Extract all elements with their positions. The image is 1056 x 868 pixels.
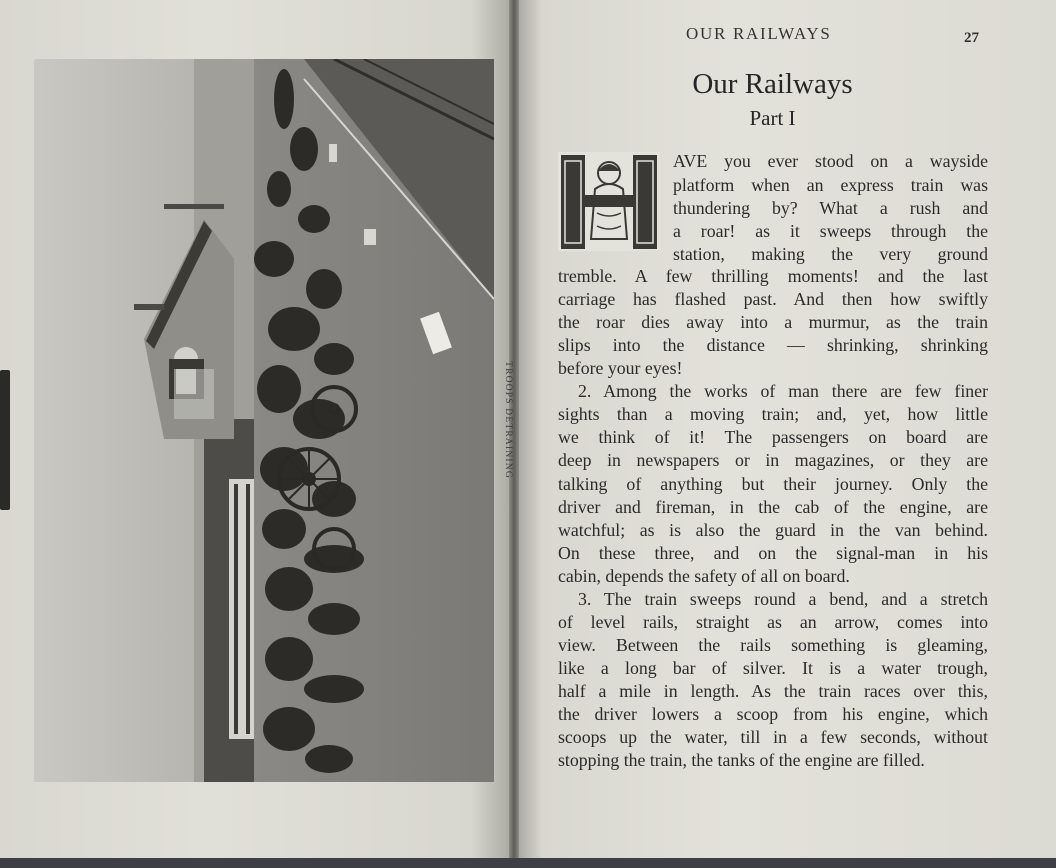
- text-line: of level rails, straight as an arrow, comes into: [558, 612, 988, 632]
- text-line: like a long bar of silver. It is a water trough,: [558, 658, 988, 678]
- text-line: stopping the train, the tanks of the engine are filled.: [558, 750, 925, 770]
- troops-photograph: [34, 59, 494, 782]
- text-line: the driver lowers a scoop from his engine, which: [558, 704, 988, 724]
- text-line: we think of it! The passengers on board are: [558, 427, 988, 447]
- part-label: Part I: [749, 106, 796, 130]
- text-line: 2. Among the works of man there are few finer: [578, 381, 988, 401]
- text-line: slips into the distance — shrinking, shrinking: [558, 335, 988, 355]
- drop-cap-illustration: [557, 151, 661, 252]
- chapter-title: Our Railways: [692, 68, 853, 100]
- text-line: cabin, depends the safety of all on board.: [558, 566, 850, 586]
- text-line: view. Between the rails something is gleaming,: [558, 635, 988, 655]
- text-line: driver and fireman, in the cab of the engine, are: [558, 497, 988, 517]
- text-line: thundering by? What a rush and: [673, 198, 988, 218]
- photo-caption: TROOPS DETRAINING: [503, 361, 513, 479]
- text-line: sights than a moving train; and, yet, how little: [558, 404, 988, 424]
- text-line: the roar dies away into a murmur, as the train: [558, 312, 988, 332]
- text-line: watchful; as is also the guard in the van behind.: [558, 520, 988, 540]
- text-line: AVE you ever stood on a wayside: [673, 151, 988, 171]
- text-line: tremble. A few thrilling moments! and the last: [558, 266, 988, 286]
- running-head: OUR RAILWAYS: [686, 24, 832, 43]
- text-line: station, making the very ground: [673, 244, 988, 264]
- text-line: before your eyes!: [558, 358, 683, 378]
- text-line: talking of anything but their journey. Only the: [558, 474, 988, 494]
- text-line: platform when an express train was: [673, 175, 988, 195]
- drop-cap-letter: H: [609, 251, 610, 252]
- text-line: a roar! as it sweeps through the: [673, 221, 988, 241]
- table-surface: [0, 858, 1056, 868]
- text-line: half a mile in length. As the train races over this,: [558, 681, 988, 701]
- text-line: scoops up the water, till in a few seconds, without: [558, 727, 988, 747]
- page-number: 27: [964, 30, 979, 46]
- text-line: carriage has flashed past. And then how swiftly: [558, 289, 988, 309]
- text-line: 3. The train sweeps round a bend, and a stretch: [578, 589, 988, 609]
- text-line: On these three, and on the signal-man in his: [558, 543, 988, 563]
- book-edge: [0, 370, 10, 510]
- text-line: deep in newspapers or in magazines, or they are: [558, 450, 988, 470]
